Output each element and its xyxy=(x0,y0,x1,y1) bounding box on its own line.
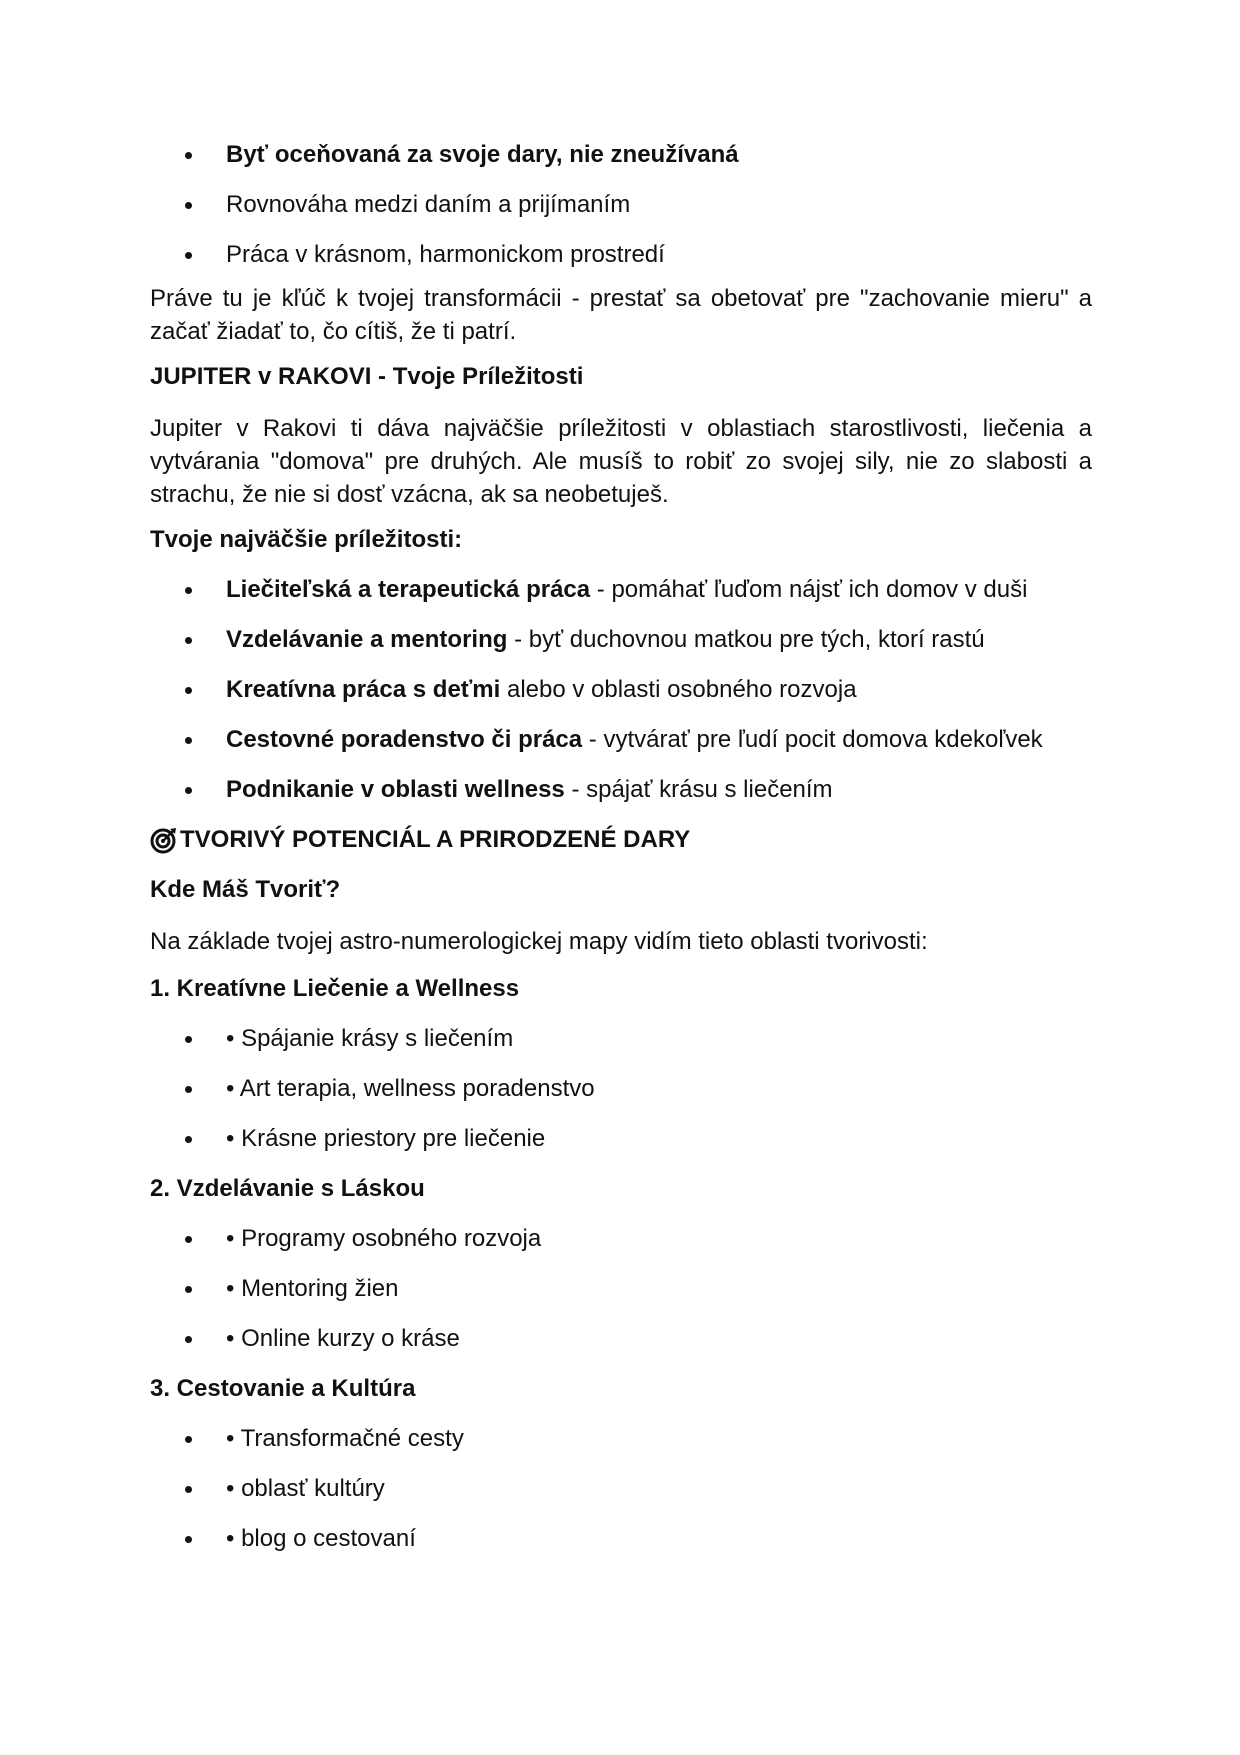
list-item xyxy=(150,140,1092,170)
list-item-text: • Krásne priestory pre liečenie xyxy=(226,1125,546,1152)
list-item xyxy=(150,240,1092,270)
bullet-icon xyxy=(185,1486,192,1493)
bullet-icon xyxy=(185,1436,192,1443)
list-item xyxy=(150,675,1092,705)
bullet-icon xyxy=(185,1336,192,1343)
list-item xyxy=(150,190,1092,220)
list-item-bold: Liečiteľská a terapeutická práca xyxy=(226,576,591,603)
opportunities-list xyxy=(150,575,1092,805)
bullet-icon xyxy=(185,1136,192,1143)
list-item xyxy=(150,1474,1092,1504)
list-item xyxy=(150,625,1092,655)
list-item-text: • Online kurzy o kráse xyxy=(226,1325,460,1352)
section-title: TVORIVÝ POTENCIÁL A PRIRODZENÉ DARY xyxy=(180,826,691,853)
list-item-text: • Mentoring žien xyxy=(226,1275,399,1302)
list-item-bold: Vzdelávanie a mentoring xyxy=(226,626,508,653)
bullet-icon xyxy=(185,1036,192,1043)
bullet-icon xyxy=(185,787,192,794)
list-item-bold: Podnikanie v oblasti wellness xyxy=(226,776,565,803)
bullet-icon xyxy=(185,252,192,259)
list-item-text: Rovnováha medzi daním a prijímaním xyxy=(226,191,631,218)
group-title: 2. Vzdelávanie s Láskou xyxy=(150,1175,425,1202)
paragraph-jupiter: Jupiter v Rakovi ti dáva najväčšie príležitosti v oblastiach starostlivosti, liečenia a vytvárania "domova" pre druhých. Ale musíš to robiť zo svojej sily, nie zo slabosti a strachu, že nie si dosť vzácna, ak sa neobetuješ. xyxy=(150,415,1092,508)
list-item-bold: Cestovné poradenstvo či práca xyxy=(226,726,583,753)
list-item-text: alebo v oblasti osobného rozvoja xyxy=(500,676,857,703)
list-item xyxy=(150,775,1092,805)
list-item-text: • blog o cestovaní xyxy=(226,1525,416,1552)
list-item-text: • Programy osobného rozvoja xyxy=(226,1225,542,1252)
group-list xyxy=(150,1224,1092,1354)
group-list xyxy=(150,1024,1092,1154)
bullet-icon xyxy=(185,687,192,694)
group-title: 3. Cestovanie a Kultúra xyxy=(150,1375,416,1402)
list-item xyxy=(150,1124,1092,1154)
list-item xyxy=(150,1024,1092,1054)
list-item-bold: Byť oceňovaná za svoje dary, nie zneužívaná xyxy=(226,141,739,168)
list-item xyxy=(150,725,1092,755)
paragraph-transformation: Práve tu je kľúč k tvojej transformácii - prestať sa obetovať pre "zachovanie mieru" a začať žiadať to, čo cítiš, že ti patrí. xyxy=(150,285,1092,345)
paragraph-intro: Na základe tvojej astro-numerologickej mapy vidím tieto oblasti tvorivosti: xyxy=(150,928,928,955)
bullet-icon xyxy=(185,152,192,159)
list-item-text: Práca v krásnom, harmonickom prostredí xyxy=(226,241,665,268)
opportunities-heading: Tvoje najväčšie príležitosti: xyxy=(150,526,463,553)
kde-heading: Kde Máš Tvoriť? xyxy=(150,876,341,903)
target-icon xyxy=(150,826,178,854)
bullet-icon xyxy=(185,1086,192,1093)
list-item xyxy=(150,1074,1092,1104)
list-item-text: • oblasť kultúry xyxy=(226,1475,385,1502)
list-item-text: - byť duchovnou matkou pre tých, ktorí rastú xyxy=(507,626,985,653)
jupiter-heading: JUPITER v RAKOVI - Tvoje Príležitosti xyxy=(150,363,584,390)
list-item-text: - spájať krásu s liečením xyxy=(564,776,833,803)
group-list xyxy=(150,1424,1092,1554)
list-item-text: • Transformačné cesty xyxy=(226,1425,464,1452)
list-item-text: • Art terapia, wellness poradenstvo xyxy=(226,1075,595,1102)
top-bullet-list xyxy=(150,140,1092,270)
list-item xyxy=(150,1274,1092,1304)
list-item xyxy=(150,1524,1092,1554)
bullet-icon xyxy=(185,1236,192,1243)
document-page xyxy=(150,140,1092,1574)
bullet-icon xyxy=(185,1286,192,1293)
bullet-icon xyxy=(185,637,192,644)
bullet-icon xyxy=(185,202,192,209)
list-item-bold: Kreatívna práca s deťmi xyxy=(226,676,501,703)
section-heading xyxy=(150,825,1092,855)
bullet-icon xyxy=(185,737,192,744)
bullet-icon xyxy=(185,1536,192,1543)
bullet-icon xyxy=(185,587,192,594)
list-item xyxy=(150,575,1092,605)
list-item-text: - vytvárať pre ľudí pocit domova kdekoľvek xyxy=(582,726,1043,753)
list-item xyxy=(150,1224,1092,1254)
group-title: 1. Kreatívne Liečenie a Wellness xyxy=(150,975,520,1002)
list-item xyxy=(150,1324,1092,1354)
list-item-text: - pomáhať ľuďom nájsť ich domov v duši xyxy=(590,576,1028,603)
list-item xyxy=(150,1424,1092,1454)
list-item-text: • Spájanie krásy s liečením xyxy=(226,1025,514,1052)
